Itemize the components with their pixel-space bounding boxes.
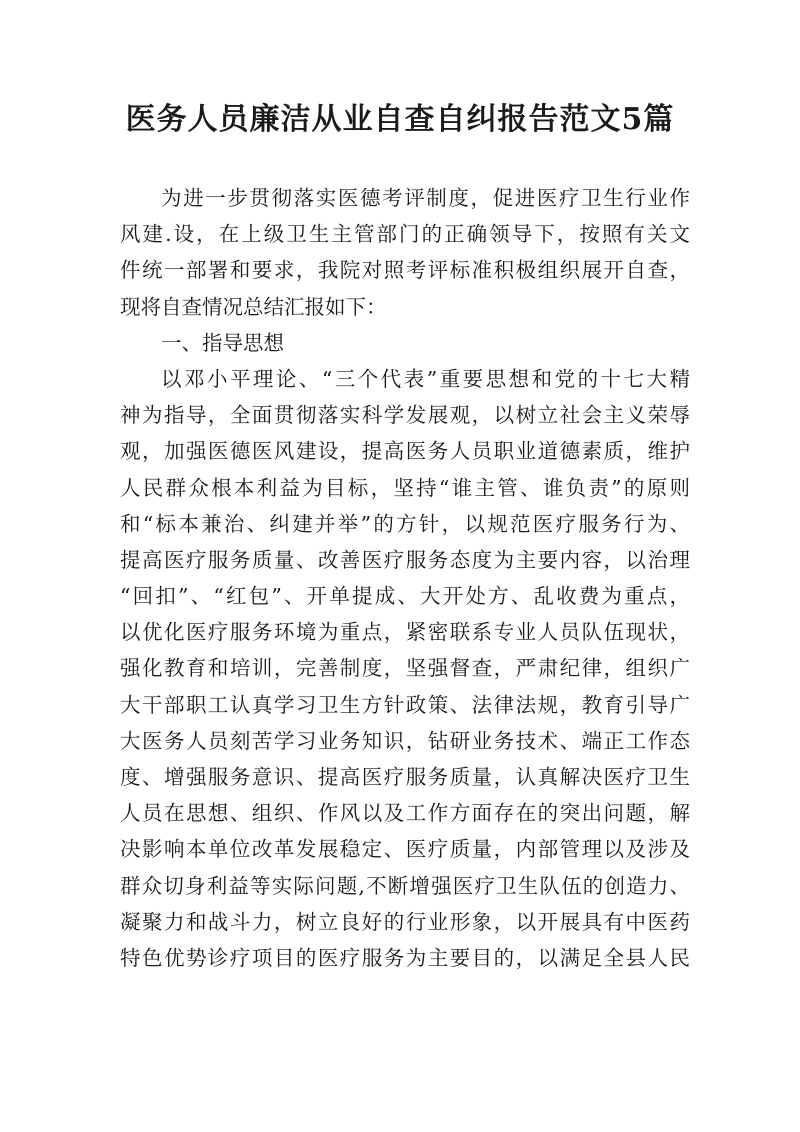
text-line: 大医务人员刻苦学习业务知识，钻研业务技术、端正工作态 bbox=[120, 728, 690, 753]
text-line: 神为指导，全面贯彻落实科学发展观，以树立社会主义荣辱 bbox=[120, 403, 690, 428]
section-heading: 一、指导思想 bbox=[161, 330, 284, 355]
text-line: 现将自查情况总结汇报如下： bbox=[120, 294, 387, 319]
text-line: 凝聚力和战斗力，树立良好的行业形象，以开展具有中医药 bbox=[120, 909, 690, 934]
document-body bbox=[120, 180, 690, 976]
text-line: 人民群众根本利益为目标，坚持“谁主管、谁负责”的原则 bbox=[120, 475, 690, 500]
text-line: 群众切身利益等实际问题,不断增强医疗卫生队伍的创造力、 bbox=[120, 873, 690, 898]
text-line: “回扣”、“红包”、开单提成、大开处方、乱收费为重点， bbox=[120, 584, 690, 609]
text-line: 特色优势诊疗项目的医疗服务为主要目的，以满足全县人民 bbox=[120, 945, 690, 970]
text-line: 和“标本兼治、纠建并举”的方针，以规范医疗服务行为、 bbox=[120, 511, 690, 536]
text-line: 件统一部署和要求，我院对照考评标准积极组织展开自查， bbox=[120, 258, 690, 283]
text-line: 强化教育和培训，完善制度，坚强督查，严肃纪律，组织广 bbox=[120, 656, 690, 681]
text-line: 人员在思想、组织、作风以及工作方面存在的突出问题，解 bbox=[120, 801, 690, 826]
text-line: 提高医疗服务质量、改善医疗服务态度为主要内容，以治理 bbox=[120, 547, 690, 572]
text-line: 以优化医疗服务环境为重点，紧密联系专业人员队伍现状， bbox=[120, 620, 690, 645]
text-line: 度、增强服务意识、提高医疗服务质量，认真解决医疗卫生 bbox=[120, 765, 690, 789]
text-line: 大干部职工认真学习卫生方针政策、法律法规，教育引导广 bbox=[120, 692, 690, 717]
text-line: 以邓小平理论、“三个代表”重要思想和党的十七大精 bbox=[161, 366, 690, 391]
text-line: 风建.设，在上级卫生主管部门的正确领导下，按照有关文 bbox=[120, 222, 690, 247]
text-line: 观，加强医德医风建设，提高医务人员职业道德素质，维护 bbox=[120, 439, 690, 464]
text-line: 为进一步贯彻落实医德考评制度，促进医疗卫生行业作 bbox=[161, 186, 690, 210]
document-title: 医务人员廉洁从业自查自纠报告范文5篇 bbox=[125, 102, 675, 137]
text-line: 决影响本单位改革发展稳定、医疗质量，内部管理以及涉及 bbox=[120, 837, 690, 862]
